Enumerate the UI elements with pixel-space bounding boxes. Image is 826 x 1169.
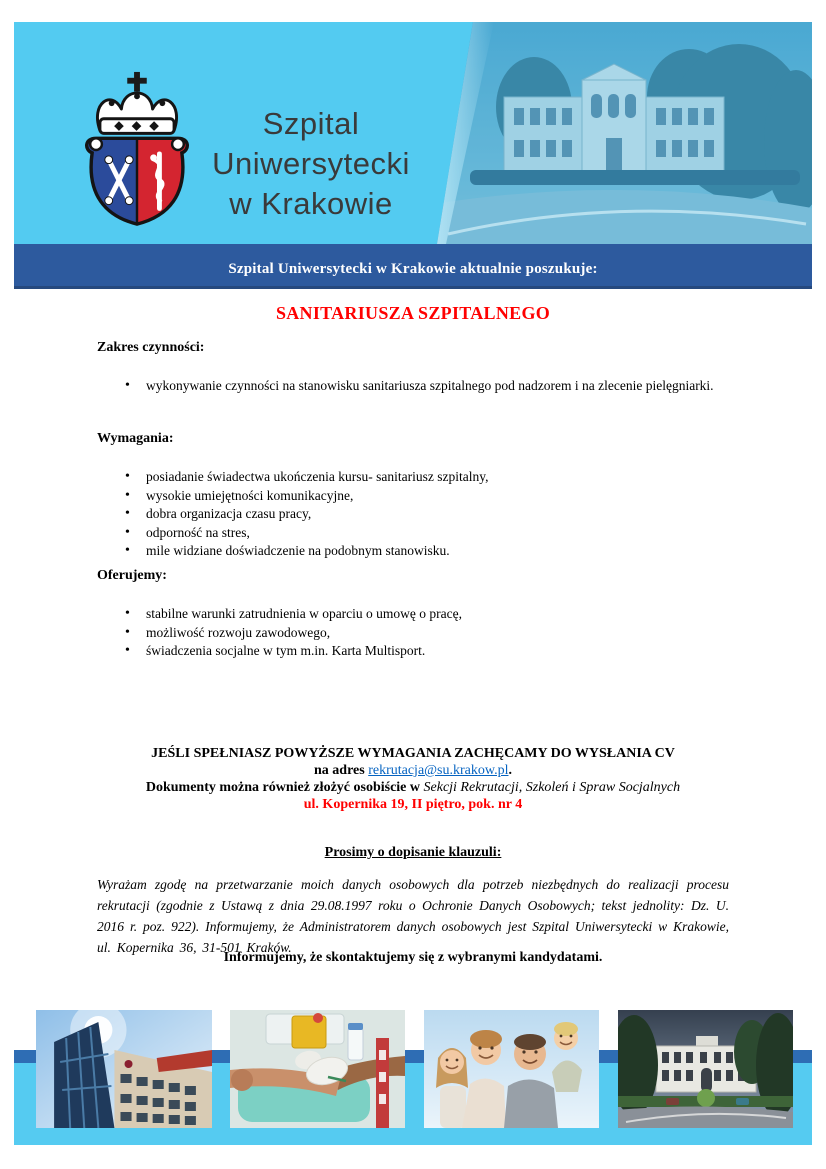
blood-draw-photo bbox=[230, 1010, 405, 1128]
section-heading-zakres: Zakres czynności: bbox=[97, 340, 205, 355]
bullet-list-wymagania bbox=[97, 468, 729, 561]
cta-line2 bbox=[14, 762, 812, 779]
modern-hospital-building-photo bbox=[36, 1010, 212, 1128]
list-item: • mile widziane doświadczenie na podobnym stanowisku. bbox=[97, 542, 729, 561]
bullet-list-zakres bbox=[97, 377, 729, 396]
cta-block bbox=[14, 745, 812, 813]
cta-line3-italic: Sekcji Rekrutacji, Szkoleń i Spraw Socjalnych bbox=[423, 780, 681, 795]
section-heading-wymagania: Wymagania: bbox=[97, 431, 174, 446]
bullet-list-oferujemy bbox=[97, 605, 729, 661]
historic-hospital-building-photo bbox=[618, 1010, 793, 1128]
org-name-line1: Szpital bbox=[262, 106, 360, 141]
list-item: • wysokie umiejętności komunikacyjne, bbox=[97, 487, 729, 506]
cta-line2-prefix: na adres bbox=[314, 763, 369, 778]
family-photo bbox=[424, 1010, 599, 1128]
clause-body: Wyrażam zgodę na przetwarzanie moich danych osobowych dla potrzeb niezbędnych do realizacji procesu rekrutacji (zgodnie z Ustawą z dnia 29.08.1997 roku o Ochronie Danych Osobowych; tekst jednolity: Dz. U. 2016 r. poz. 922). Informujemy, że Administratorem danych osobowych jest Szpital Uniwersytecki w Krakowie, ul. Kopernika 36, 31-501 Kraków. bbox=[97, 877, 729, 955]
banner bbox=[14, 244, 812, 289]
org-name-line3: w Krakowie bbox=[229, 186, 393, 221]
clause-heading: Prosimy o dopisanie klauzuli: bbox=[324, 845, 502, 860]
cta-line3 bbox=[14, 779, 812, 796]
org-name-line2: Uniwersytecki bbox=[212, 146, 410, 181]
banner-text: Szpital Uniwersytecki w Krakowie aktualnie poszukuje: bbox=[228, 260, 598, 277]
list-item: • możliwość rozwoju zawodowego, bbox=[97, 624, 729, 643]
cta-line2-suffix: . bbox=[508, 763, 512, 778]
cta-line3-bold: Dokumenty można również złożyć osobiście w bbox=[145, 780, 424, 795]
org-name bbox=[166, 104, 456, 224]
section-heading-oferujemy: Oferujemy: bbox=[97, 568, 167, 583]
email-link[interactable]: rekrutacja@su.krakow.pl bbox=[368, 763, 509, 778]
job-title: SANITARIUSZA SZPITALNEGO bbox=[275, 303, 551, 323]
cta-line1: JEŚLI SPEŁNIASZ POWYŻSZE WYMAGANIA ZACHĘCAMY DO WYSŁANIA CV bbox=[151, 746, 675, 761]
list-item: • dobra organizacja czasu pracy, bbox=[97, 505, 729, 524]
header bbox=[14, 22, 812, 244]
header-building-photo bbox=[434, 22, 812, 244]
list-item: • stabilne warunki zatrudnienia w oparciu o umowę o pracę, bbox=[97, 605, 729, 624]
list-item: • posiadanie świadectwa ukończenia kursu- sanitariusz szpitalny, bbox=[97, 468, 729, 487]
list-item: • świadczenia socjalne w tym m.in. Karta Multisport. bbox=[97, 642, 729, 661]
list-item: • odporność na stres, bbox=[97, 524, 729, 543]
cta-address: ul. Kopernika 19, II piętro, pok. nr 4 bbox=[303, 797, 523, 812]
contact-note: Informujemy, że skontaktujemy się z wybranymi kandydatami. bbox=[223, 950, 603, 965]
list-item: • wykonywanie czynności na stanowisku sanitariusza szpitalnego pod nadzorem i na zlecenie pielęgniarki. bbox=[97, 377, 729, 396]
